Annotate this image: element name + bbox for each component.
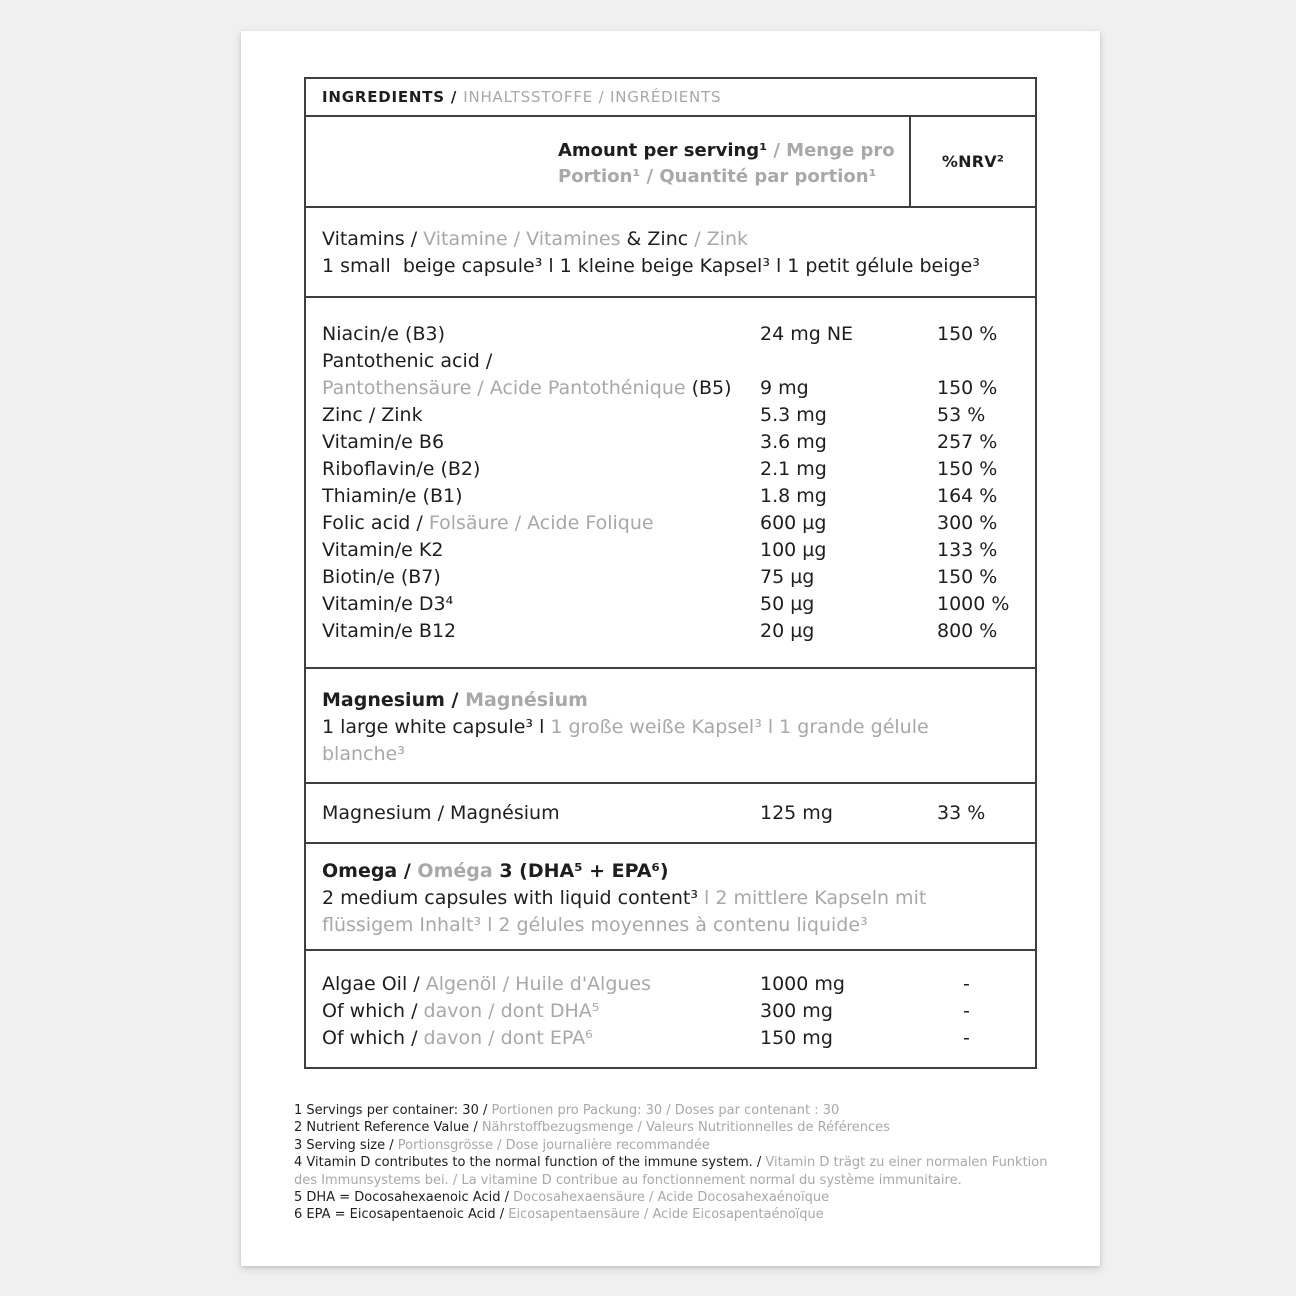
nutrient-amount: 125 mg bbox=[760, 802, 833, 824]
text-segment: 4 Vitamin D contributes to the normal function of the immune system. / bbox=[294, 1155, 762, 1171]
text-line bbox=[322, 687, 1019, 714]
table-row bbox=[306, 800, 1035, 827]
nutrient-name bbox=[322, 800, 760, 827]
nutrient-nrv: 150 % bbox=[937, 323, 998, 345]
table-row bbox=[306, 483, 1035, 510]
text-line bbox=[322, 885, 1019, 912]
table-row bbox=[306, 375, 1035, 402]
text-segment: Magnésium bbox=[458, 689, 588, 711]
nutrient-amount: 600 µg bbox=[760, 512, 827, 534]
nutrient-name bbox=[322, 510, 760, 537]
text-segment: INGREDIENTS / bbox=[322, 88, 464, 106]
text-line bbox=[294, 1206, 1054, 1223]
text-segment: des Immunsystems bei. / La vitamine D contribue au fonctionnement normal du système immunitaire. bbox=[294, 1172, 962, 1188]
nutrient-nrv bbox=[937, 348, 1035, 375]
text-segment: Portionen pro Packung: 30 / Doses par contenant : 30 bbox=[487, 1103, 840, 1118]
footnotes bbox=[294, 1102, 1054, 1224]
text-segment: Algae Oil / bbox=[322, 973, 426, 995]
text-segment: Vitamin/e K2 bbox=[322, 539, 444, 561]
text-segment: / Menge pro bbox=[767, 140, 895, 161]
text-segment: 2 Nutrient Reference Value / bbox=[294, 1120, 478, 1136]
nutrient-nrv: 150 % bbox=[937, 458, 998, 480]
text-segment: Vitamin/e D3⁴ bbox=[322, 593, 454, 615]
nutrient-amount: 9 mg bbox=[760, 377, 809, 399]
text-segment: Zinc / Zink bbox=[322, 404, 423, 426]
text-line bbox=[322, 912, 1019, 939]
text-line bbox=[558, 138, 909, 164]
text-segment: Magnesium / Magnésium bbox=[322, 802, 560, 824]
text-segment: 6 EPA = Eicosapentaenoic Acid / bbox=[294, 1207, 505, 1223]
text-segment: Portion¹ / Quantité par portion¹ bbox=[558, 166, 877, 187]
table-row bbox=[306, 971, 1035, 998]
nutrient-name bbox=[322, 402, 760, 429]
nutrient-amount: 3.6 mg bbox=[760, 431, 827, 453]
nutrient-amount: 150 mg bbox=[760, 1027, 833, 1049]
nutrient-amount: 1.8 mg bbox=[760, 485, 827, 507]
omega-section-header bbox=[306, 844, 1035, 951]
text-line bbox=[322, 741, 1019, 768]
text-line bbox=[294, 1137, 1054, 1154]
nutrient-name bbox=[322, 429, 760, 456]
vitamins-section-header bbox=[306, 208, 1035, 298]
text-segment: Folsäure / Acide Folique bbox=[428, 512, 654, 534]
nutrient-name bbox=[322, 998, 760, 1025]
text-segment: Vitamin D trägt zu einer normalen Funktion bbox=[761, 1155, 1048, 1171]
nutrient-name bbox=[322, 564, 760, 591]
nutrient-name bbox=[322, 483, 760, 510]
text-segment: / Zink bbox=[688, 228, 749, 250]
nutrient-amount: 100 µg bbox=[760, 539, 827, 561]
table-row bbox=[306, 537, 1035, 564]
nutrient-nrv: 53 % bbox=[937, 404, 986, 426]
text-segment: Pantothensäure / Acide Pantothénique bbox=[322, 377, 692, 399]
text-segment: (B5) bbox=[691, 377, 732, 399]
nutrient-nrv: 150 % bbox=[937, 377, 998, 399]
text-segment: 1 small beige capsule³ l 1 kleine beige Kapsel³ l 1 petit gélule beige³ bbox=[322, 255, 980, 277]
nutrient-name bbox=[322, 375, 760, 402]
text-segment: & Zinc bbox=[620, 228, 689, 250]
nutrient-name bbox=[322, 321, 760, 348]
text-segment: Riboflavin/e (B2) bbox=[322, 458, 481, 480]
text-line bbox=[558, 164, 909, 190]
text-segment: Nährstoffbezugsmenge / Valeurs Nutritionnelles de Références bbox=[477, 1120, 890, 1136]
table-row bbox=[306, 998, 1035, 1025]
text-line bbox=[294, 1119, 1054, 1136]
text-segment: Of which / bbox=[322, 1000, 424, 1022]
text-segment: Of which / bbox=[322, 1027, 424, 1049]
table-row bbox=[306, 591, 1035, 618]
supplement-label-page bbox=[241, 31, 1100, 1266]
text-segment: 1 Servings per container: 30 / bbox=[294, 1103, 488, 1118]
text-segment: 5 DHA = Docosahexaenoic Acid / bbox=[294, 1190, 509, 1206]
text-line bbox=[294, 1154, 1054, 1171]
nutrient-name bbox=[322, 618, 760, 645]
table-row bbox=[306, 510, 1035, 537]
text-segment: 1 große weiße Kapsel³ l 1 grande gélule bbox=[550, 716, 929, 738]
nutrient-nrv: 150 % bbox=[937, 566, 998, 588]
text-line bbox=[322, 714, 1019, 741]
text-segment: Biotin/e (B7) bbox=[322, 566, 441, 588]
nutrient-name bbox=[322, 591, 760, 618]
table-row bbox=[306, 429, 1035, 456]
text-segment: 2 medium capsules with liquid content³ bbox=[322, 887, 699, 909]
nutrient-name bbox=[322, 348, 760, 375]
nutrient-amount: 1000 mg bbox=[760, 973, 845, 995]
text-segment: Vitamin/e B6 bbox=[322, 431, 445, 453]
nutrient-amount: 20 µg bbox=[760, 620, 815, 642]
table-column-header-row bbox=[306, 117, 1035, 208]
nutrient-nrv: - bbox=[963, 1000, 970, 1022]
nutrient-amount: 2.1 mg bbox=[760, 458, 827, 480]
text-segment: davon / dont EPA⁶ bbox=[423, 1027, 593, 1049]
text-segment: Folic acid / bbox=[322, 512, 429, 534]
table-row bbox=[306, 456, 1035, 483]
text-segment: flüssigem Inhalt³ l 2 gélules moyennes à contenu liquide³ bbox=[322, 914, 868, 936]
text-line bbox=[294, 1172, 1054, 1189]
table-row bbox=[306, 321, 1035, 348]
nutrient-amount: 24 mg NE bbox=[760, 323, 854, 345]
text-segment: Vitamins / bbox=[322, 228, 424, 250]
vitamins-rows bbox=[306, 298, 1035, 669]
nutrient-amount: 5.3 mg bbox=[760, 404, 827, 426]
text-line bbox=[322, 226, 1019, 253]
table-row bbox=[306, 348, 1035, 375]
text-segment: Portionsgrösse / Dose journalière recommandée bbox=[393, 1137, 710, 1153]
nutrient-nrv: 300 % bbox=[937, 512, 998, 534]
table-title-row bbox=[306, 79, 1035, 117]
text-segment: blanche³ bbox=[322, 743, 405, 765]
text-segment: Pantothenic acid / bbox=[322, 350, 493, 372]
table-row bbox=[306, 1025, 1035, 1052]
nutrient-nrv: - bbox=[963, 1027, 970, 1049]
nutrient-amount: 50 µg bbox=[760, 593, 815, 615]
nutrient-nrv: 1000 % bbox=[937, 593, 1010, 615]
nutrient-name bbox=[322, 971, 760, 998]
nutrient-nrv: 133 % bbox=[937, 539, 998, 561]
text-segment: Docosahexaensäure / Acide Docosahexaénoïque bbox=[508, 1190, 830, 1206]
nutrient-nrv: 800 % bbox=[937, 620, 998, 642]
nutrient-nrv: 164 % bbox=[937, 485, 998, 507]
amount-per-serving-header bbox=[306, 117, 909, 206]
text-segment: davon / dont DHA⁵ bbox=[423, 1000, 600, 1022]
text-line bbox=[322, 858, 1019, 885]
text-segment: Niacin/e (B3) bbox=[322, 323, 445, 345]
text-segment: Oméga bbox=[410, 860, 500, 882]
nutrient-amount: 300 mg bbox=[760, 1000, 833, 1022]
text-segment: 3 Serving size / bbox=[294, 1137, 394, 1153]
table-row bbox=[306, 618, 1035, 645]
text-segment: Thiamin/e (B1) bbox=[322, 485, 463, 507]
text-line bbox=[294, 1189, 1054, 1206]
text-segment: Omega / bbox=[322, 860, 411, 882]
text-segment: 1 large white capsule³ l bbox=[322, 716, 551, 738]
text-line bbox=[322, 253, 1019, 280]
nutrient-name bbox=[322, 537, 760, 564]
omega-rows bbox=[306, 951, 1035, 1067]
nrv-header: %NRV² bbox=[909, 117, 1035, 206]
text-segment: Magnesium / bbox=[322, 689, 459, 711]
nutrient-name bbox=[322, 1025, 760, 1052]
nutrient-name bbox=[322, 456, 760, 483]
nutrient-nrv: - bbox=[963, 973, 970, 995]
nutrient-nrv: 257 % bbox=[937, 431, 998, 453]
text-segment: Amount per serving¹ bbox=[558, 140, 768, 161]
ingredients-table bbox=[304, 77, 1037, 1069]
nutrient-nrv: 33 % bbox=[937, 802, 986, 824]
text-segment: l 2 mittlere Kapseln mit bbox=[698, 887, 927, 909]
table-row bbox=[306, 402, 1035, 429]
text-segment: Vitamine / Vitamines bbox=[423, 228, 621, 250]
nutrient-amount bbox=[760, 348, 937, 375]
text-segment: Eicosapentaensäure / Acide Eicosapentaénoïque bbox=[504, 1207, 824, 1223]
magnesium-section-header bbox=[306, 669, 1035, 784]
text-segment: INHALTSSTOFFE / INGRÉDIENTS bbox=[463, 88, 722, 106]
magnesium-rows bbox=[306, 784, 1035, 844]
text-line bbox=[294, 1102, 1054, 1119]
table-row bbox=[306, 564, 1035, 591]
nutrient-amount: 75 µg bbox=[760, 566, 815, 588]
text-segment: 3 (DHA⁵ + EPA⁶) bbox=[499, 860, 669, 882]
text-segment: Vitamin/e B12 bbox=[322, 620, 457, 642]
text-segment: Algenöl / Huile d'Algues bbox=[425, 973, 652, 995]
